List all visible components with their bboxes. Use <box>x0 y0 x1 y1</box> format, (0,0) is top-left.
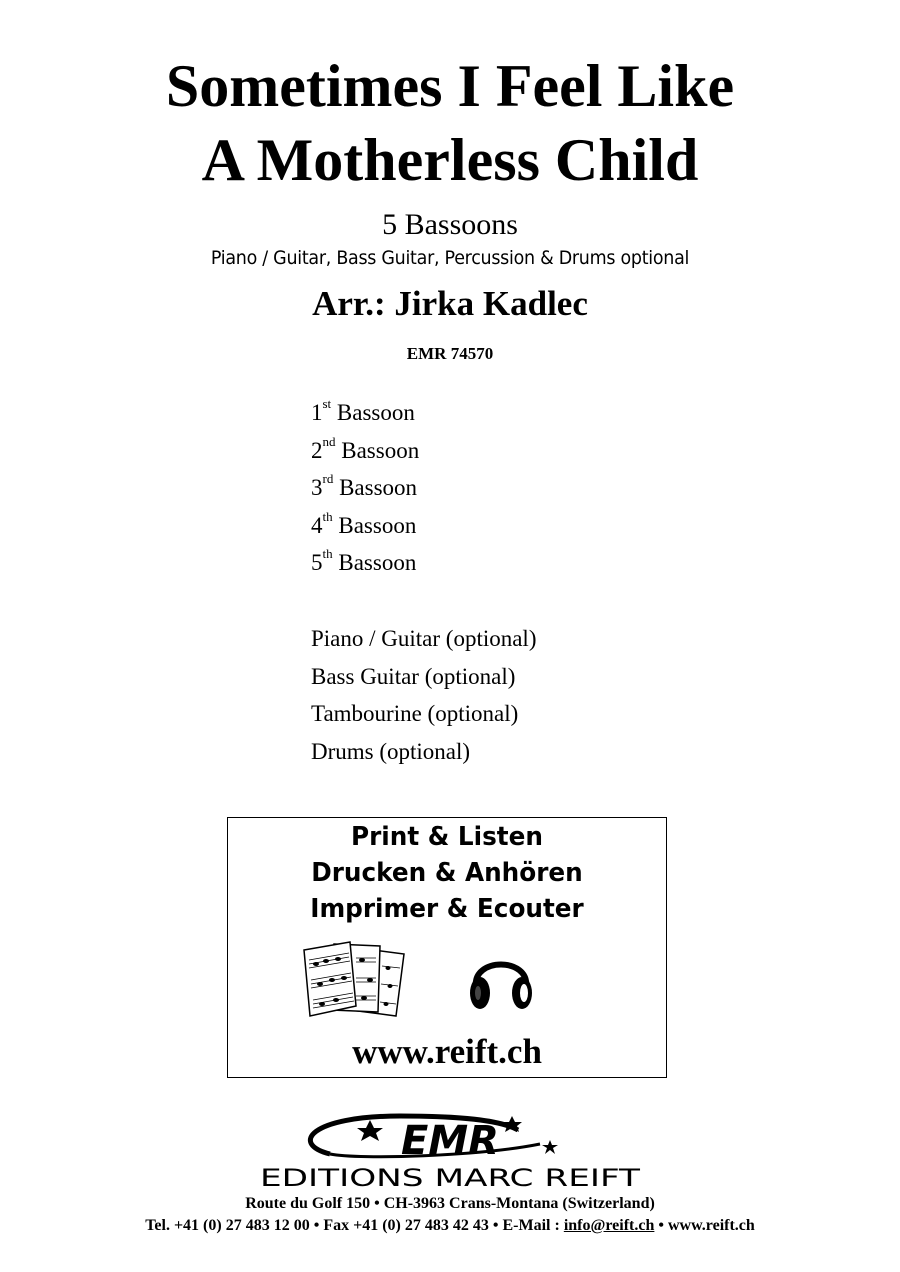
print-listen-box <box>227 817 667 1078</box>
catalog-number: EMR 74570 <box>406 344 494 363</box>
fax: Fax +41 (0) 27 483 42 43 <box>323 1217 489 1234</box>
optional-part-item: Drums (optional) <box>311 738 471 764</box>
optional-instruments: Piano / Guitar, Bass Guitar, Percussion & Drums optional <box>210 247 690 269</box>
print-listen-de: Drucken & Anhören <box>311 858 583 888</box>
title-line-2: A Motherless Child <box>201 127 699 193</box>
part-item: 5th Bassoon <box>311 546 417 576</box>
footer-website[interactable]: www.reift.ch <box>668 1217 755 1234</box>
arranger: Arr.: Jirka Kadlec <box>312 284 588 323</box>
contact-line: Tel. +41 (0) 27 483 12 00 • Fax +41 (0) 27 483 42 43 • E-Mail : info@reift.ch • www.reift.ch <box>145 1217 755 1234</box>
print-listen-fr: Imprimer & Ecouter <box>310 894 584 924</box>
optional-part-item: Piano / Guitar (optional) <box>311 626 537 651</box>
parts-list <box>311 394 419 582</box>
title-line-1: Sometimes I Feel Like <box>165 53 735 119</box>
part-item: 4th Bassoon <box>311 508 417 538</box>
sheet-music-icon <box>300 940 412 1020</box>
ensemble: 5 Bassoons <box>382 208 518 241</box>
optional-part-item: Tambourine (optional) <box>311 701 519 727</box>
publisher-address: Route du Golf 150 • CH-3963 Crans-Montana (Switzerland) <box>245 1195 655 1212</box>
emr-logo <box>250 1110 650 1192</box>
headphones-icon <box>466 943 536 1015</box>
print-listen-en: Print & Listen <box>351 822 543 852</box>
optional-part-item: Bass Guitar (optional) <box>311 663 516 689</box>
phone: Tel. +41 (0) 27 483 12 00 <box>145 1217 310 1234</box>
email-label: E-Mail : <box>502 1217 560 1234</box>
logo-emr-text: EMR <box>401 1118 499 1164</box>
publisher-name: EDITIONS MARC REIFT <box>260 1164 641 1192</box>
part-item: 2nd Bassoon <box>311 433 420 463</box>
promo-website[interactable]: www.reift.ch <box>352 1032 542 1071</box>
optional-parts-list <box>311 620 537 770</box>
part-item: 3rd Bassoon <box>311 471 418 501</box>
part-item: 1st Bassoon <box>311 396 415 425</box>
email-link[interactable]: info@reift.ch <box>563 1217 655 1234</box>
